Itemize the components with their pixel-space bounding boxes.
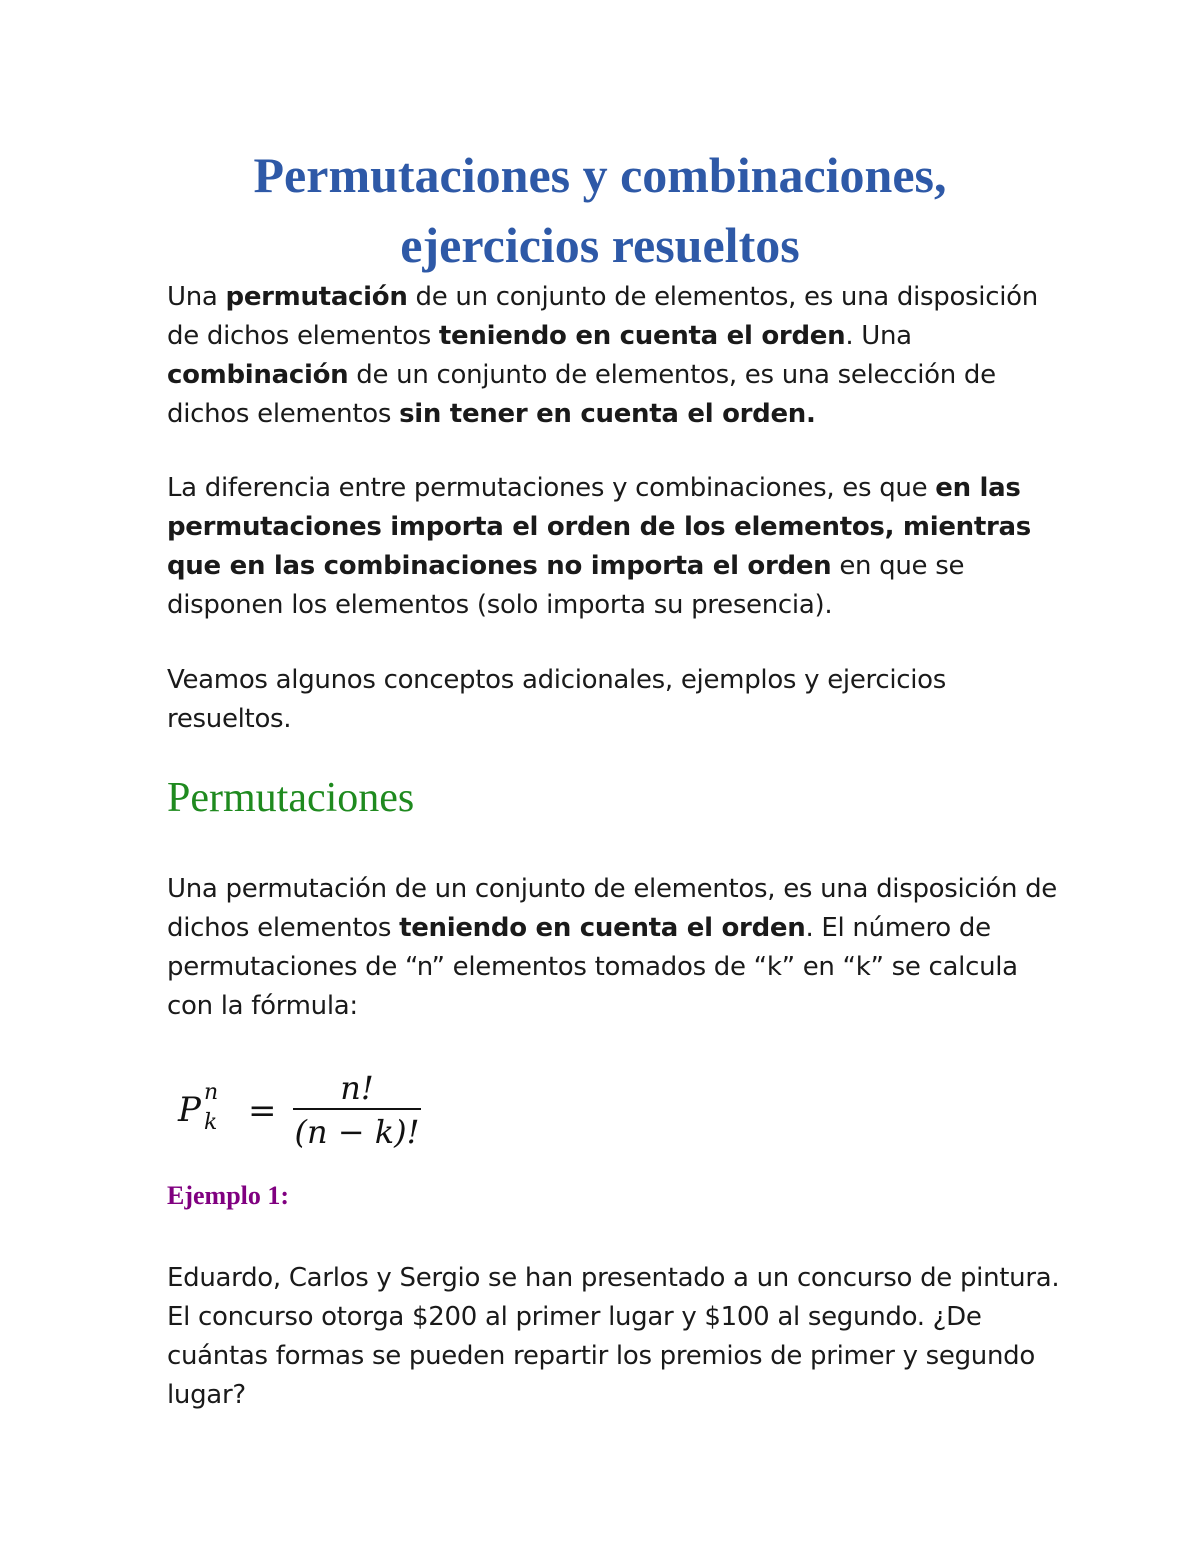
- formula-equals: =: [248, 1091, 277, 1131]
- formula-numerator: n!: [340, 1069, 374, 1107]
- permutaciones-text: . El número de permutaciones de “n” elementos tomados de “k” en “k” se calcula con la fórmula:: [167, 913, 1018, 1021]
- example-1-paragraph: Eduardo, Carlos y Sergio se han presentado a un concurso de pintura. El concurso otorga $200 al primer lugar y $100 al segundo. ¿De cuántas formas se pueden repartir los premios de primer y segundo lugar?: [167, 1263, 1060, 1410]
- formula-subscript: k: [204, 1110, 218, 1135]
- intro-text: . Una: [845, 321, 912, 351]
- intro-emphasis-no-order: sin tener en cuenta el orden.: [399, 399, 816, 429]
- difference-text: La diferencia entre permutaciones y combinaciones, es que: [167, 473, 936, 503]
- intro-text: Una: [167, 282, 226, 312]
- formula-superscript: n: [204, 1080, 219, 1105]
- intro-term-permutacion: permutación: [225, 282, 408, 312]
- intro-paragraph: [167, 278, 1067, 434]
- permutaciones-paragraph: [167, 870, 1067, 1026]
- intro-emphasis-order: teniendo en cuenta el orden: [438, 321, 846, 351]
- intro-text: de un conjunto de elementos, es una disposición de dichos elementos: [167, 282, 1038, 351]
- formula-symbol: P: [178, 1090, 201, 1130]
- example-1-heading: Ejemplo 1:: [167, 1181, 290, 1210]
- intro-term-combinacion: combinación: [167, 360, 349, 390]
- difference-emphasis: en las permutaciones importa el orden de los elementos, mientras que en las combinaciones no importa el orden: [167, 473, 1031, 581]
- difference-text: en que se disponen los elementos (solo importa su presencia).: [167, 551, 965, 620]
- formula-lhs: [178, 1080, 248, 1136]
- title-line-1: Permutaciones y combinaciones,: [253, 147, 947, 203]
- difference-paragraph: [167, 469, 1067, 625]
- lead-in-paragraph: Veamos algunos conceptos adicionales, ejemplos y ejercicios resueltos.: [167, 665, 947, 734]
- formula-denominator: (n − k)!: [294, 1113, 420, 1151]
- permutaciones-text: Una permutación de un conjunto de elementos, es una disposición de dichos elementos: [167, 874, 1057, 943]
- permutation-formula: [178, 1068, 423, 1154]
- section-heading-permutaciones: Permutaciones: [167, 775, 415, 821]
- permutaciones-emphasis: teniendo en cuenta el orden: [399, 913, 806, 943]
- page-title: [100, 140, 1100, 280]
- title-line-2: ejercicios resueltos: [400, 217, 800, 273]
- intro-text: de un conjunto de elementos, es una selección de dichos elementos: [167, 360, 996, 429]
- formula-fraction: [291, 1068, 424, 1154]
